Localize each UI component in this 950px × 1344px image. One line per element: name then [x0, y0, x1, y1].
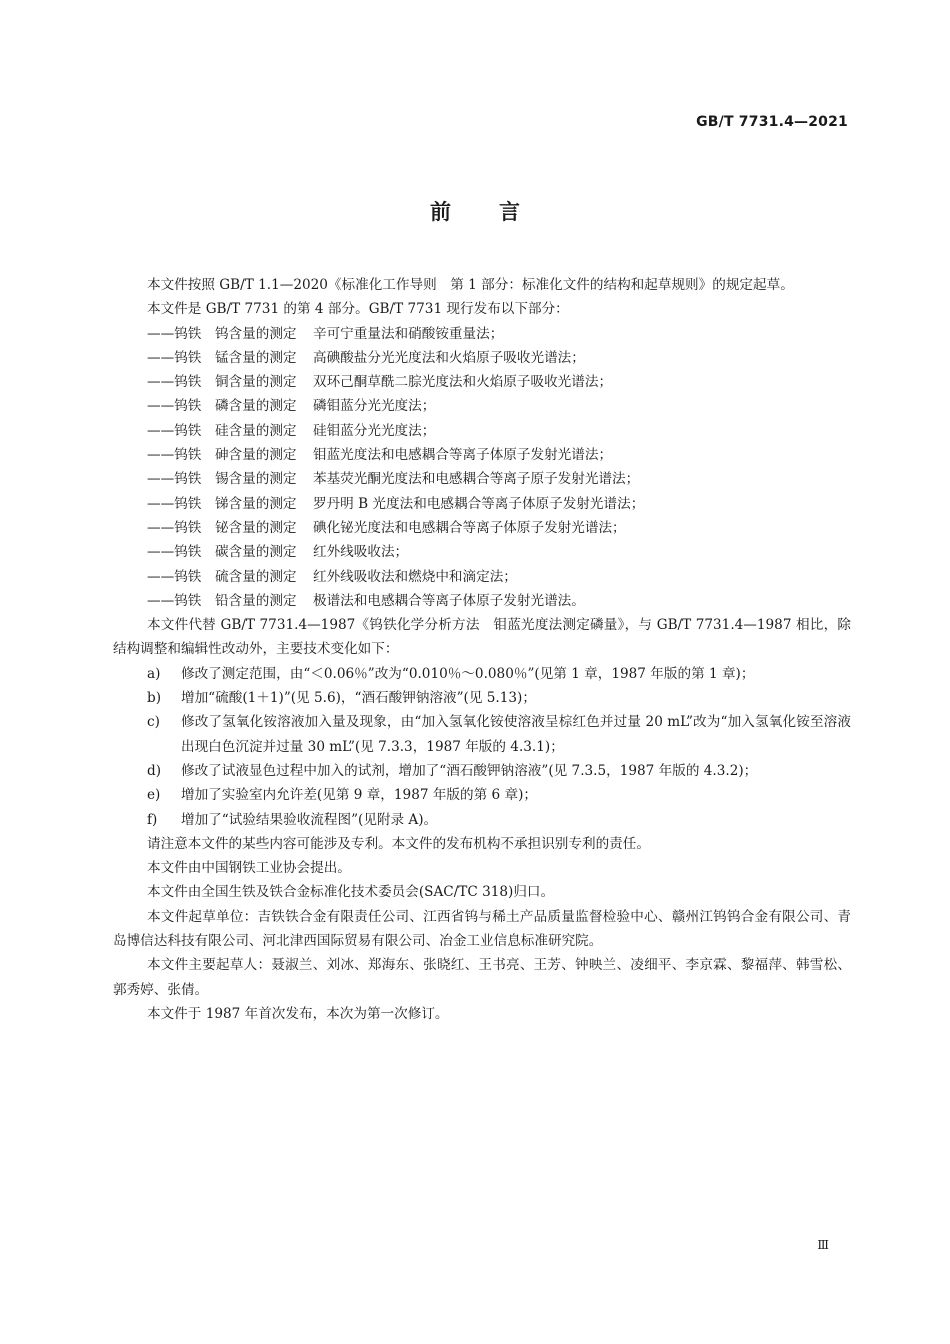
list-item: b) 增加“硫酸(1＋1)”(见 5.6)，“酒石酸钾钠溶液”(见 5.13)；: [147, 690, 536, 707]
list-item: ——钨铁 铋含量的测定 碘化铋光度法和电感耦合等离子体原子发射光谱法；: [147, 519, 626, 536]
list-item: d) 修改了试液显色过程中加入的试剂，增加了“酒石酸钾钠溶液”(见 7.3.5，1987 年版的 4.3.2)；: [147, 762, 758, 779]
list-item: ——钨铁 铅含量的测定 极谱法和电感耦合等离子体原子发射光谱法。: [147, 592, 585, 609]
list-item: ——钨铁 砷含量的测定 钼蓝光度法和电感耦合等离子体原子发射光谱法；: [147, 447, 613, 464]
list-item: ——钨铁 锑含量的测定 罗丹明 B 光度法和电感耦合等离子体原子发射光谱法；: [147, 495, 645, 512]
title-char-1: 前: [430, 200, 451, 224]
paragraph-history: 本文件于 1987 年首次发布，本次为第一次修订。: [147, 1005, 449, 1022]
changes-list: [113, 662, 851, 832]
list-item: e) 增加了实验室内允许差(见第 9 章，1987 年版的第 6 章)；: [147, 787, 537, 804]
paragraph-replacement: 本文件代替 GB/T 7731.4—1987《钨铁化学分析方法 钼蓝光度法测定磷量》，与 GB/T 7731.4—1987 相比，除结构调整和编辑性改动外，主要技术变化如下：: [113, 617, 851, 658]
list-item: ——钨铁 锡含量的测定 苯基荧光酮光度法和电感耦合等离子原子发射光谱法；: [147, 471, 640, 488]
list-item: ——钨铁 铜含量的测定 双环己酮草酰二腙光度法和火焰原子吸收光谱法；: [147, 374, 613, 391]
list-item: ——钨铁 硅含量的测定 硅钼蓝分光光度法；: [147, 422, 436, 439]
list-item: ——钨铁 磷含量的测定 磷钼蓝分光光度法；: [147, 398, 436, 415]
paragraph-drafting-units: 本文件起草单位：吉铁铁合金有限责任公司、江西省钨与稀土产品质量监督检验中心、赣州江钨钨合金有限公司、青岛博信达科技有限公司、河北津西国际贸易有限公司、冶金工业信息标准研究院。: [113, 908, 851, 950]
list-item: ——钨铁 硫含量的测定 红外线吸收法和燃烧中和滴定法；: [147, 568, 517, 585]
paragraph-patent: 请注意本文件的某些内容可能涉及专利。本文件的发布机构不承担识别专利的责任。: [147, 835, 650, 852]
paragraph-drafting-rule: 本文件按照 GB/T 1.1—2020《标准化工作导则 第 1 部分：标准化文件的结构和起草规则》的规定起草。: [147, 277, 794, 293]
parts-list: [113, 322, 851, 614]
list-item: c) 修改了氢氧化铵溶液加入量及现象，由“加入氢氧化铵使溶液呈棕红色并过量 20 mL”改为“加入氢氧化铵至溶液出现白色沉淀并过量 30 mL”(见 7.3.3，1987 年版的 4.3.1)；: [147, 714, 851, 755]
paragraph-centralized: 本文件由全国生铁及铁合金标准化技术委员会(SAC/TC 318)归口。: [147, 884, 555, 901]
list-item: ——钨铁 锰含量的测定 高碘酸盐分光光度法和火焰原子吸收光谱法；: [147, 349, 585, 366]
standard-number: GB/T 7731.4—2021: [696, 114, 848, 130]
page-title: [0, 196, 950, 226]
list-item: a) 修改了测定范围，由“＜0.06％”改为“0.010％～0.080％”(见第 1 章，1987 年版的第 1 章)；: [147, 665, 755, 682]
paragraph-drafters: 本文件主要起草人：聂淑兰、刘冰、郑海东、张晓红、王书亮、王芳、钟映兰、凌细平、李京霖、黎福萍、韩雪松、郭秀婷、张倩。: [113, 957, 851, 998]
paragraph-part-info: 本文件是 GB/T 7731 的第 4 部分。GB/T 7731 现行发布以下部分：: [147, 301, 569, 318]
list-item: f) 增加了“试验结果验收流程图”(见附录 A)。: [147, 811, 438, 828]
paragraph-proposed: 本文件由中国钢铁工业协会提出。: [147, 860, 351, 877]
title-char-2: 言: [499, 200, 520, 224]
page-number: Ⅲ: [817, 1238, 829, 1252]
foreword-body: [113, 273, 851, 1026]
list-item: ——钨铁 碳含量的测定 红外线吸收法；: [147, 544, 409, 561]
list-item: ——钨铁 钨含量的测定 辛可宁重量法和硝酸铵重量法；: [147, 325, 504, 342]
